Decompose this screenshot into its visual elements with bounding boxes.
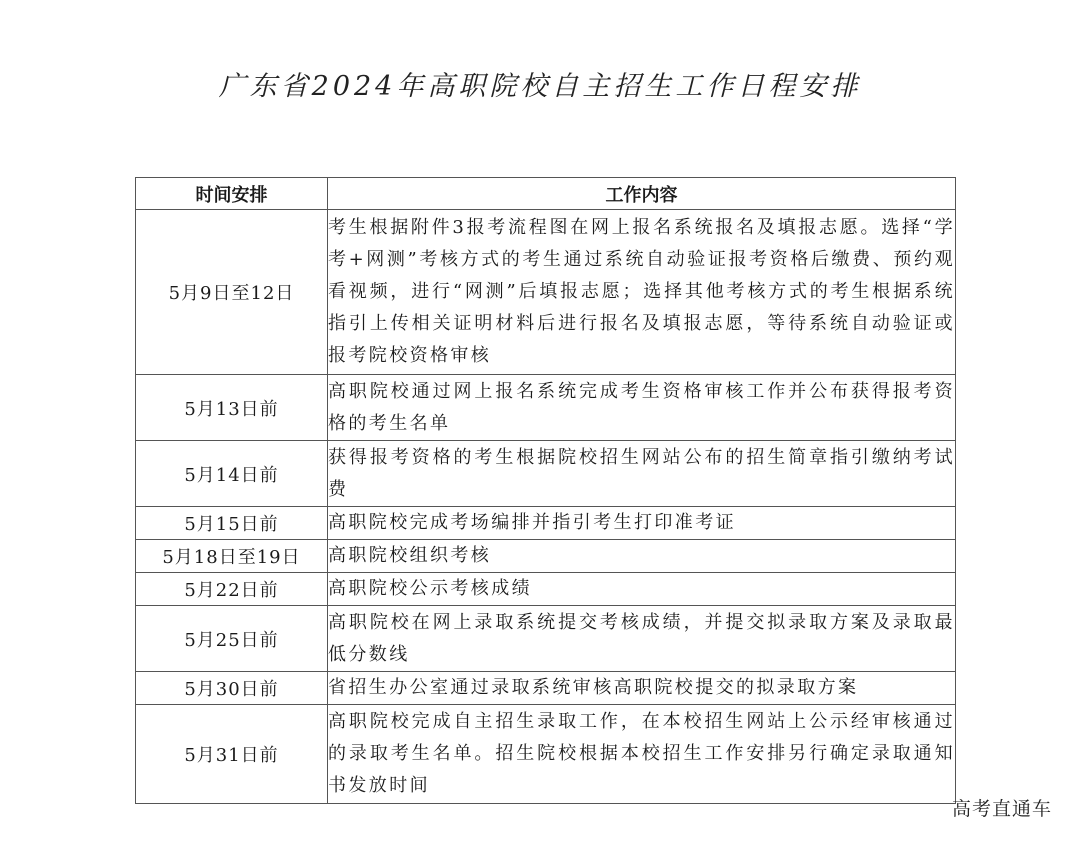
- row-content: 高职院校通过网上报名系统完成考生资格审核工作并公布获得报考资格的考生名单: [328, 375, 956, 441]
- row-content: 高职院校在网上录取系统提交考核成绩，并提交拟录取方案及录取最低分数线: [328, 606, 956, 672]
- table-row: [136, 672, 956, 705]
- table-row: [136, 573, 956, 606]
- row-time: 5月31日前: [136, 705, 328, 804]
- table-row: [136, 375, 956, 441]
- header-content: 工作内容: [328, 178, 956, 210]
- row-time: 5月30日前: [136, 672, 328, 705]
- page-title: 广东省2024年高职院校自主招生工作日程安排: [218, 71, 862, 102]
- header-time: 时间安排: [136, 178, 328, 210]
- row-time: 5月15日前: [136, 507, 328, 540]
- table-row: [136, 441, 956, 507]
- row-content: 考生根据附件3报考流程图在网上报名系统报名及填报志愿。选择“学考+网测”考核方式的考生通过系统自动验证报考资格后缴费、预约观看视频，进行“网测”后填报志愿；选择其他考核方式的考生根据系统指引上传相关证明材料后进行报名及填报志愿，等待系统自动验证或报考院校资格审核: [328, 210, 956, 375]
- row-time: 5月13日前: [136, 375, 328, 441]
- table-row: [136, 606, 956, 672]
- table-row: [136, 507, 956, 540]
- row-time: 5月22日前: [136, 573, 328, 606]
- row-content: 高职院校完成考场编排并指引考生打印准考证: [328, 507, 956, 540]
- row-content: 高职院校公示考核成绩: [328, 573, 956, 606]
- row-content: 高职院校组织考核: [328, 540, 956, 573]
- table-row: [136, 210, 956, 375]
- row-content: 省招生办公室通过录取系统审核高职院校提交的拟录取方案: [328, 672, 956, 705]
- row-time: 5月25日前: [136, 606, 328, 672]
- schedule-table: [135, 177, 956, 804]
- table-row: [136, 705, 956, 804]
- row-content: 高职院校完成自主招生录取工作，在本校招生网站上公示经审核通过的录取考生名单。招生院校根据本校招生工作安排另行确定录取通知书发放时间: [328, 705, 956, 804]
- table-header-row: [136, 178, 956, 210]
- row-time: 5月18日至19日: [136, 540, 328, 573]
- table-row: [136, 540, 956, 573]
- row-time: 5月14日前: [136, 441, 328, 507]
- row-content: 获得报考资格的考生根据院校招生网站公布的招生简章指引缴纳考试费: [328, 441, 956, 507]
- row-time: 5月9日至12日: [136, 210, 328, 375]
- watermark: 高考直通车: [951, 798, 1052, 820]
